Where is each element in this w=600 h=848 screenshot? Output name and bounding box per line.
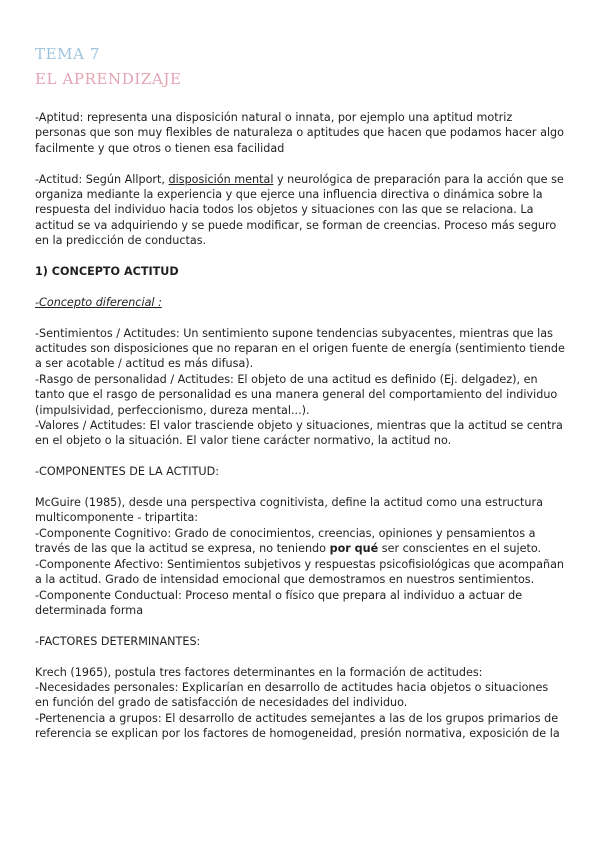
componente-cognitivo [35, 526, 565, 557]
actitud-prefix: -Actitud: Según Allport, [35, 172, 169, 186]
cognitivo-prefix: -Componente Cognitivo: Grado de conocimientos, creencias, opiniones y pensamientos a través de las que la actitud se expresa, no teniendo [35, 526, 536, 556]
componente-afectivo: -Componente Afectivo: Sentimientos subjetivos y respuestas psicofisiológicas que acompañan a la actitud. Grado de intensidad emocional que demostramos en nuestros sentimientos. [35, 557, 565, 587]
concepto-item: -Valores / Actitudes: El valor trasciende objeto y situaciones, mientras que la actitud se centra en el objeto o la situación. El valor tiene carácter normativo, la actitud no. [35, 419, 563, 448]
cognitivo-bold: por qué [329, 542, 379, 556]
concepto-item: -Rasgo de personalidad / Actitudes: El objeto de una actitud es definido (Ej. delgadez), en tanto que el rasgo de personalidad es una manera general del comportamiento del individuo (impulsividad, perfeccionismo, dureza mental...). [35, 372, 558, 417]
actitud-underlined-term: disposición mental [168, 172, 274, 186]
componentes-intro: McGuire (1985), desde una perspectiva cognitivista, define la actitud como una estructura multicomponente - tripartita: [35, 496, 543, 525]
concepto-item: -Sentimientos / Actitudes: Un sentimiento supone tendencias subyacentes, mientras que las actitudes son disposiciones que no reparan en el origen fuente de energía (sentimiento tiende a ser acotable / actitud es más difusa). [35, 326, 565, 371]
componentes-heading: -COMPONENTES DE LA ACTITUD: [35, 465, 219, 479]
concepto-heading: 1) CONCEPTO ACTITUD [35, 265, 179, 279]
page-title: EL APRENDIZAJE [35, 70, 182, 88]
concepto-subheading: -Concepto diferencial : [35, 295, 162, 309]
aptitud-paragraph: -Aptitud: representa una disposición natural o innata, por ejemplo una aptitud motriz personas que son muy flexibles de naturaleza o aptitudes que hacen que podamos hacer algo facilmente y que otros o tienen esa facilidad [35, 111, 565, 155]
document-body [35, 110, 565, 742]
actitud-paragraph [35, 172, 565, 249]
actitud-suffix: y neurológica de preparación para la acción que se organiza mediante la experiencia y que ejerce una influencia directiva o dinámica sobre la respuesta del individuo hacia todos los objetos y situaciones con las que se relaciona. La actitud se va adquiriendo y se puede modificar, se forman de creencias. Proceso más seguro en la predicción de conductas. [35, 172, 564, 248]
tema-label: TEMA 7 [35, 45, 101, 63]
componente-conductual: -Componente Conductual: Proceso mental o físico que prepara al individuo a actuar de determinada forma [35, 588, 523, 617]
factor-item: -Necesidades personales: Explicarían en desarrollo de actitudes hacia objetos o situaciones en función del grado de satisfacción de necesidades del individuo. [35, 680, 549, 710]
cognitivo-suffix: ser conscientes en el sujeto. [378, 542, 542, 556]
factores-intro: Krech (1965), postula tres factores determinantes en la formación de actitudes: [35, 665, 483, 679]
factores-heading: -FACTORES DETERMINANTES: [35, 634, 201, 648]
factor-item: -Pertenencia a grupos: El desarrollo de actitudes semejantes a las de los grupos primarios de referencia se explican por los factores de homogeneidad, presión normativa, exposición de la [35, 711, 560, 741]
